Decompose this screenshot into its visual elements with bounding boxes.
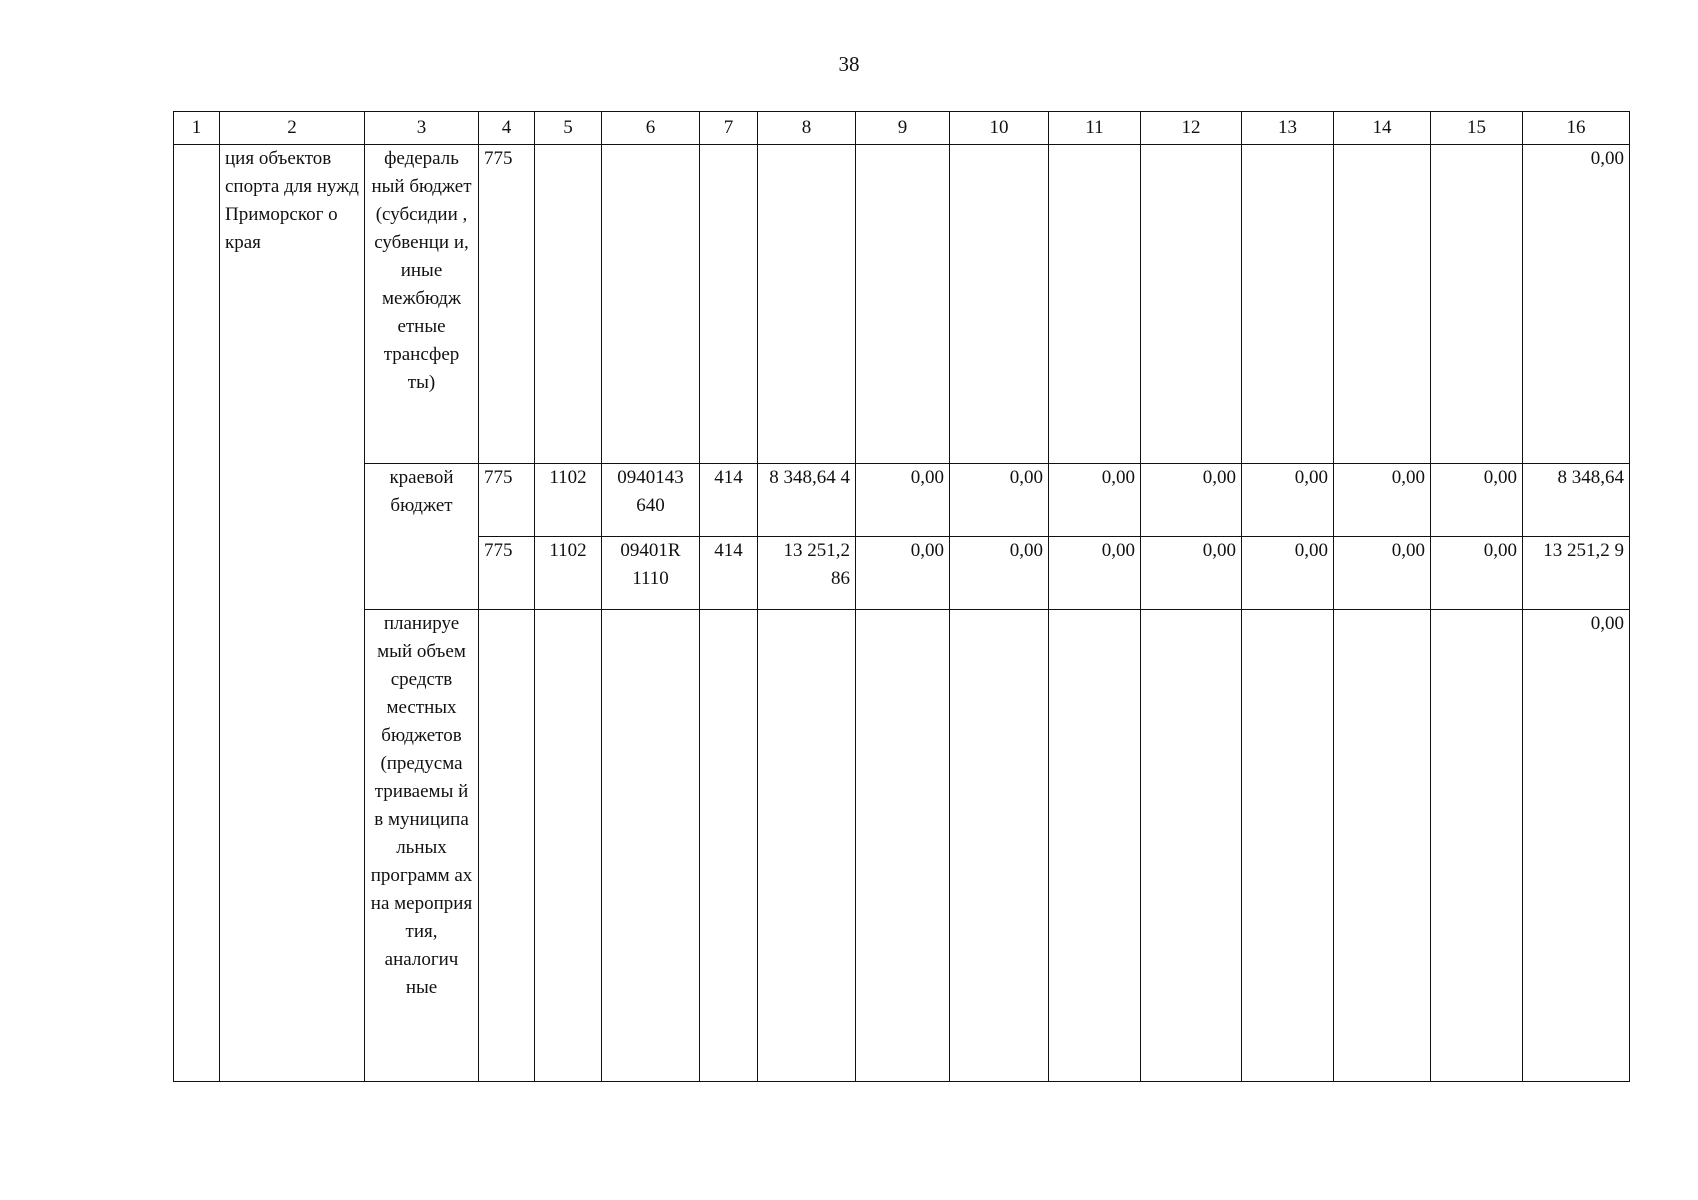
cell-c10 [950,610,1049,1082]
header-cell: 10 [950,112,1049,145]
header-row [174,112,1630,145]
cell-c9: 0,00 [856,464,950,537]
table-row-planned [174,610,1630,1082]
cell-c8: 8 348,64 4 [758,464,856,537]
funding-source-regional: краевой бюджет [365,464,479,610]
cell-c13 [1242,610,1334,1082]
header-cell: 12 [1141,112,1242,145]
funding-source-planned: планируе мый объем средств местных бюджетов (предусма триваемы й в муниципа льных программ ах на мероприя тия, аналогич ные [365,610,479,1082]
cell-c7 [700,145,758,464]
event-name-cell: ция объектов спорта для нужд Приморског о края [220,145,365,1082]
cell-c5 [535,610,602,1082]
cell-c15: 0,00 [1431,464,1523,537]
table-row-regional-1 [174,464,1630,537]
header-cell: 6 [602,112,700,145]
cell-c4: 775 [479,145,535,464]
cell-c6: 09401R 1110 [602,537,700,610]
cell-c14 [1334,145,1431,464]
cell-c10 [950,145,1049,464]
header-cell: 3 [365,112,479,145]
cell-c7 [700,610,758,1082]
cell-c12: 0,00 [1141,464,1242,537]
cell-c7: 414 [700,464,758,537]
cell-c16: 0,00 [1523,610,1630,1082]
cell-c11 [1049,145,1141,464]
cell-c10: 0,00 [950,537,1049,610]
cell-c16: 0,00 [1523,145,1630,464]
cell-c4: 775 [479,537,535,610]
cell-c11: 0,00 [1049,537,1141,610]
table-row-federal [174,145,1630,464]
cell-c5: 1102 [535,464,602,537]
cell-c5 [535,145,602,464]
header-cell: 8 [758,112,856,145]
cell-c6 [602,610,700,1082]
cell-c15 [1431,610,1523,1082]
cell-c10: 0,00 [950,464,1049,537]
header-cell: 16 [1523,112,1630,145]
cell-c12 [1141,145,1242,464]
cell-c14 [1334,610,1431,1082]
cell-c4: 775 [479,464,535,537]
header-cell: 7 [700,112,758,145]
cell-c13 [1242,145,1334,464]
header-cell: 1 [174,112,220,145]
header-cell: 13 [1242,112,1334,145]
cell-c9 [856,610,950,1082]
cell-c11: 0,00 [1049,464,1141,537]
cell-c16: 13 251,2 9 [1523,537,1630,610]
cell-c13: 0,00 [1242,464,1334,537]
cell-c14: 0,00 [1334,464,1431,537]
cell-c14: 0,00 [1334,537,1431,610]
header-cell: 14 [1334,112,1431,145]
cell-c12 [1141,610,1242,1082]
cell-c8 [758,610,856,1082]
cell-c15: 0,00 [1431,537,1523,610]
budget-table [173,111,1630,1082]
cell-c6: 0940143 640 [602,464,700,537]
cell-c5: 1102 [535,537,602,610]
header-cell: 4 [479,112,535,145]
header-cell: 15 [1431,112,1523,145]
cell-c8: 13 251,2 86 [758,537,856,610]
cell-c13: 0,00 [1242,537,1334,610]
cell-c15 [1431,145,1523,464]
cell-c9 [856,145,950,464]
cell-c11 [1049,610,1141,1082]
cell-c6 [602,145,700,464]
header-cell: 11 [1049,112,1141,145]
cell-c9: 0,00 [856,537,950,610]
funding-source-federal: федераль ный бюджет (субсидии , субвенци и, иные межбюдж етные трансфер ты) [365,145,479,464]
header-cell: 5 [535,112,602,145]
cell-c8 [758,145,856,464]
cell-c16: 8 348,64 [1523,464,1630,537]
header-cell: 2 [220,112,365,145]
page-number: 38 [838,52,860,76]
cell-c4 [479,610,535,1082]
column-1-cell [174,145,220,1082]
cell-c7: 414 [700,537,758,610]
header-cell: 9 [856,112,950,145]
cell-c12: 0,00 [1141,537,1242,610]
